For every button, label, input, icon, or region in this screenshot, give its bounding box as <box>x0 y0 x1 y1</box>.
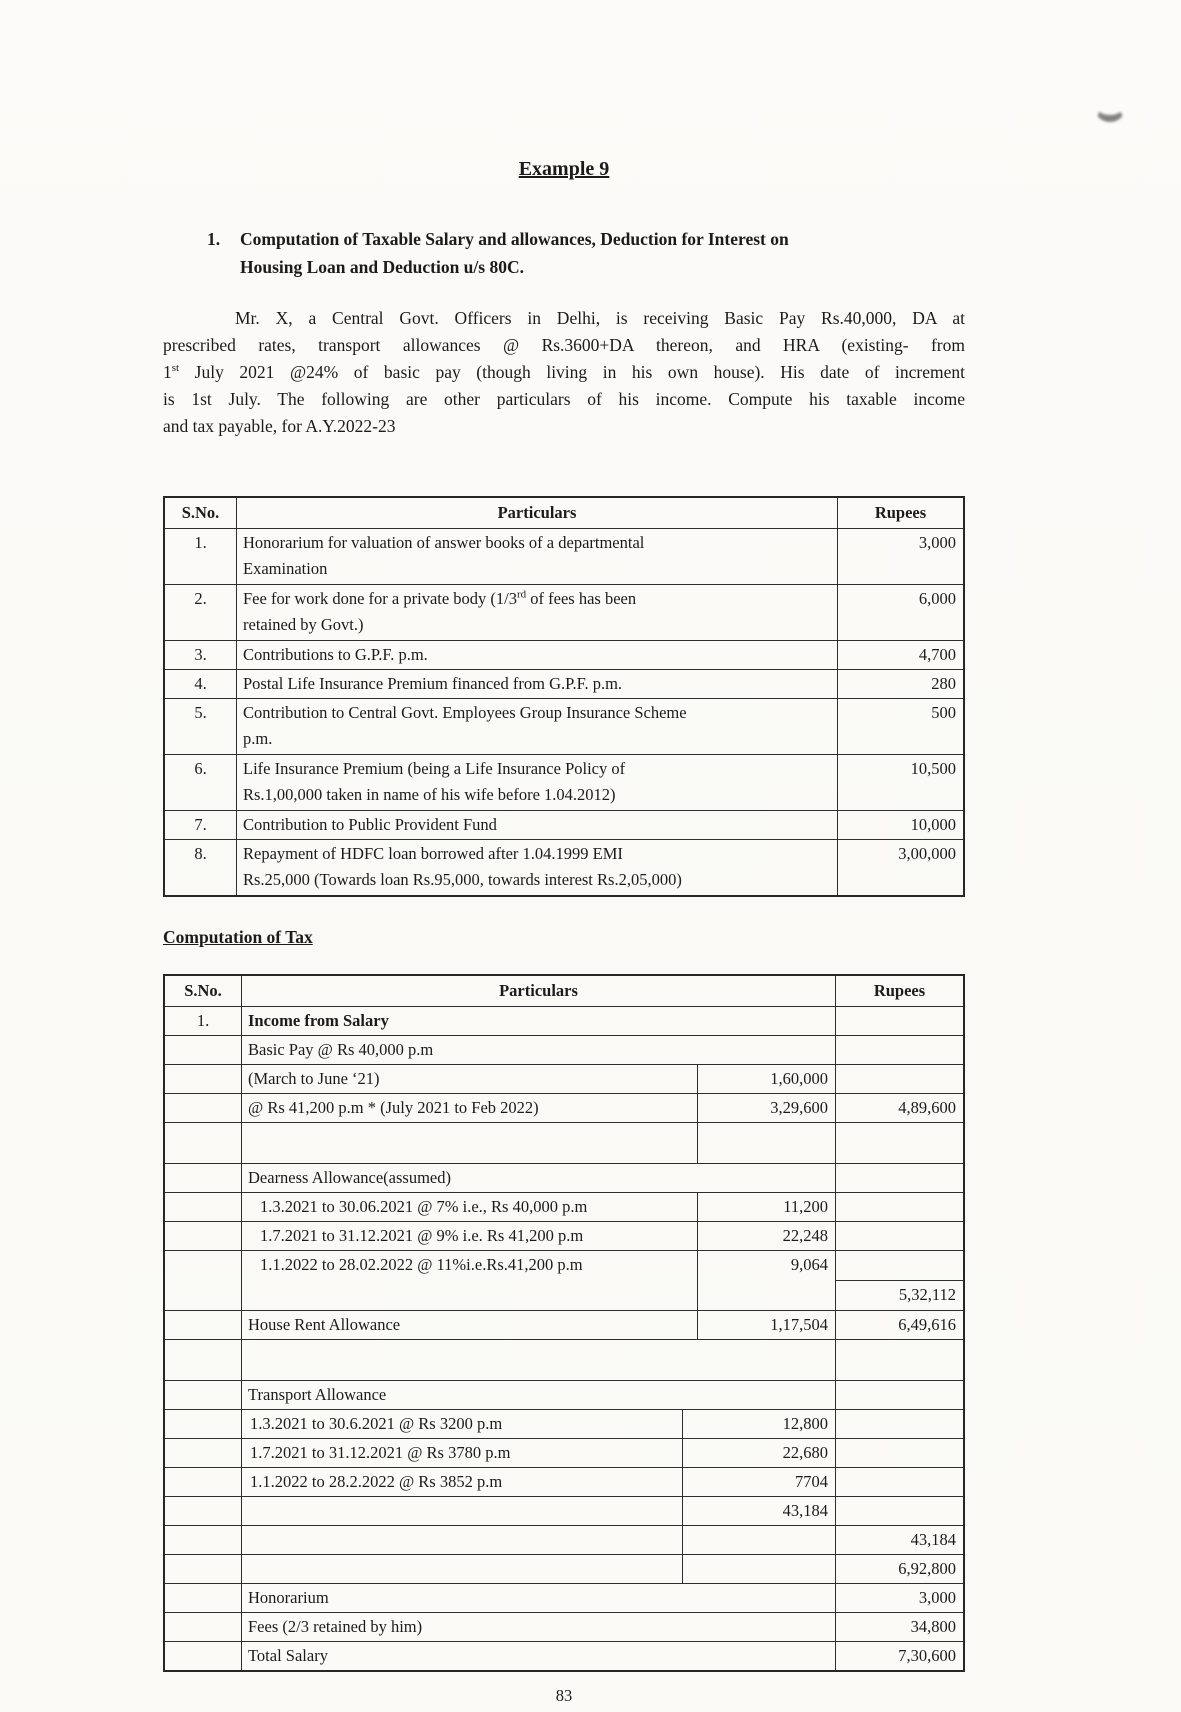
rupees-cell: 10,000 <box>910 815 956 834</box>
rupees-cell: 500 <box>931 703 956 722</box>
table-row <box>165 585 963 641</box>
amount-cell: 9,064 <box>698 1251 836 1310</box>
particulars-line: retained by Govt.) <box>243 615 364 634</box>
spacer-row <box>165 1340 963 1381</box>
table-row <box>165 1439 963 1468</box>
paragraph-line: prescribed rates, transport allowances @ Rs.3600+DA thereon, and HRA (existing- from <box>163 335 965 355</box>
particulars-cell: 1.1.2022 to 28.02.2022 @ 11%i.e.Rs.41,200 p.m <box>242 1251 698 1310</box>
particulars-text: of fees has been <box>526 589 637 608</box>
rupees-cell <box>836 1164 963 1192</box>
header-sno: S.No. <box>165 976 242 1006</box>
sno-cell: 1. <box>165 529 237 584</box>
table-row <box>165 1584 963 1613</box>
superscript-rd: rd <box>517 588 527 601</box>
sno-cell <box>165 1164 242 1192</box>
superscript-st: st <box>171 362 180 375</box>
table-row <box>165 1036 963 1065</box>
particulars-line: Honorarium for valuation of answer books of a departmental <box>243 533 645 552</box>
particulars-line: Rs.25,000 (Towards loan Rs.95,000, towards interest Rs.2,05,000) <box>243 870 682 889</box>
sno-cell <box>165 1526 242 1554</box>
amount-cell: 43,184 <box>683 1497 836 1525</box>
rupees-cell <box>836 1036 963 1064</box>
sno-cell <box>165 1340 242 1380</box>
rupees-cell: 3,00,000 <box>898 844 956 863</box>
particulars-cell <box>242 1340 836 1380</box>
amount-cell: 1,60,000 <box>698 1065 836 1093</box>
particulars-line: Repayment of HDFC loan borrowed after 1.04.1999 EMI <box>243 844 623 863</box>
table-row <box>165 1251 963 1311</box>
rupees-cell <box>836 1123 963 1163</box>
amount-cell: 12,800 <box>683 1410 836 1438</box>
table-row <box>165 1193 963 1222</box>
particulars-cell: Dearness Allowance(assumed) <box>242 1164 836 1192</box>
scanner-smudge-mark <box>1095 95 1125 122</box>
table-row <box>165 755 963 811</box>
particulars-line: Life Insurance Premium (being a Life Insurance Policy of <box>243 759 626 778</box>
sno-cell <box>165 1468 242 1496</box>
rupees-cell <box>836 1251 963 1310</box>
income-particulars-table <box>163 496 965 897</box>
amount-cell: 22,248 <box>698 1222 836 1250</box>
rupees-cell: 4,89,600 <box>898 1098 956 1117</box>
rupees-cell <box>836 1410 963 1438</box>
table-row <box>165 840 963 895</box>
rupees-cell: 43,184 <box>910 1530 956 1549</box>
table-row <box>165 1642 963 1670</box>
particulars-cell: Contribution to Public Provident Fund <box>237 811 838 839</box>
table-row <box>165 1381 963 1410</box>
rupees-cell <box>836 1468 963 1496</box>
rupees-cell: 3,000 <box>918 1588 956 1607</box>
particulars-cell <box>242 1526 683 1554</box>
particulars-cell: 1.3.2021 to 30.06.2021 @ 7% i.e., Rs 40,000 p.m <box>242 1193 698 1221</box>
particulars-cell <box>242 1555 683 1583</box>
rupees-cell: 10,500 <box>910 759 956 778</box>
header-particulars: Particulars <box>242 976 836 1006</box>
sno-cell <box>165 1381 242 1409</box>
sno-cell: 7. <box>165 811 237 839</box>
section-heading-line2: Housing Loan and Deduction u/s 80C. <box>240 257 524 277</box>
particulars-line: Contribution to Central Govt. Employees Group Insurance Scheme <box>243 703 687 722</box>
table-row <box>165 699 963 755</box>
paragraph-text: 1 <box>163 362 172 382</box>
sno-cell <box>165 1584 242 1612</box>
particulars-cell: Fees (2/3 retained by him) <box>242 1613 836 1641</box>
rupees-cell: 34,800 <box>910 1617 956 1636</box>
particulars-cell <box>237 585 838 640</box>
table-row <box>165 1468 963 1497</box>
table-row <box>165 1094 963 1123</box>
table-row <box>165 1065 963 1094</box>
rupees-cell: 280 <box>931 674 956 693</box>
table-header-row <box>165 976 963 1007</box>
sno-cell <box>165 1642 242 1670</box>
particulars-cell: 1.7.2021 to 31.12.2021 @ Rs 3780 p.m <box>242 1439 683 1467</box>
particulars-line <box>243 586 831 612</box>
particulars-line: Rs.1,00,000 taken in name of his wife before 1.04.2012) <box>243 785 616 804</box>
rupees-cell: 7,30,600 <box>898 1646 956 1665</box>
particulars-line: Examination <box>243 559 328 578</box>
particulars-cell <box>237 699 838 754</box>
particulars-cell: Honorarium <box>242 1584 836 1612</box>
sno-cell <box>165 1613 242 1641</box>
table-row <box>165 1311 963 1340</box>
sno-cell: 4. <box>165 670 237 698</box>
particulars-cell: Basic Pay @ Rs 40,000 p.m <box>242 1036 836 1064</box>
section-heading <box>163 225 965 281</box>
table-row <box>165 670 963 699</box>
rupees-cell: 4,700 <box>918 645 956 664</box>
amount-cell: 7704 <box>683 1468 836 1496</box>
table-row <box>165 1007 963 1036</box>
section-heading-text <box>240 225 789 281</box>
particulars-cell: @ Rs 41,200 p.m * (July 2021 to Feb 2022) <box>242 1094 698 1122</box>
page-title-text: Example 9 <box>518 158 610 180</box>
sno-cell: 2. <box>165 585 237 640</box>
intro-paragraph <box>163 305 965 440</box>
sno-cell <box>165 1311 242 1339</box>
rupees-cell: 6,92,800 <box>898 1559 956 1578</box>
table-header-row <box>165 498 963 529</box>
amount-cell <box>683 1555 836 1583</box>
rupees-cell <box>836 1222 963 1250</box>
sno-cell <box>165 1555 242 1583</box>
table-row <box>165 1555 963 1584</box>
paragraph-line: and tax payable, for A.Y.2022-23 <box>163 416 396 436</box>
document-page <box>163 0 965 1706</box>
tax-computation-table <box>163 974 965 1672</box>
table-row <box>165 641 963 670</box>
sno-cell <box>165 1439 242 1467</box>
header-rupees: Rupees <box>873 981 926 1000</box>
amount-cell: 11,200 <box>698 1193 836 1221</box>
particulars-cell: Total Salary <box>242 1642 836 1670</box>
amount-cell: 22,680 <box>683 1439 836 1467</box>
particulars-cell: Transport Allowance <box>242 1381 836 1409</box>
rupees-cell <box>836 1340 963 1380</box>
particulars-cell <box>237 529 838 584</box>
rupees-cell <box>836 1497 963 1525</box>
rupees-empty-half <box>836 1251 963 1280</box>
table-row <box>165 1410 963 1439</box>
table-row <box>165 1222 963 1251</box>
particulars-cell: Postal Life Insurance Premium financed from G.P.F. p.m. <box>237 670 838 698</box>
table-row <box>165 811 963 840</box>
rupees-cell <box>836 1065 963 1093</box>
amount-cell: 1,17,504 <box>698 1311 836 1339</box>
particulars-cell <box>237 840 838 895</box>
rupees-cell: 6,49,616 <box>898 1315 956 1334</box>
particulars-cell: (March to June ‘21) <box>242 1065 698 1093</box>
particulars-cell: 1.3.2021 to 30.6.2021 @ Rs 3200 p.m <box>242 1410 683 1438</box>
rupees-cell <box>836 1193 963 1221</box>
amount-cell: 3,29,600 <box>698 1094 836 1122</box>
paragraph-line: is 1st July. The following are other particulars of his income. Compute his taxable income <box>163 389 965 409</box>
particulars-cell: Income from Salary <box>242 1007 836 1035</box>
rupees-cell <box>836 1381 963 1409</box>
header-sno: S.No. <box>165 498 237 528</box>
sno-cell: 1. <box>165 1007 242 1035</box>
sno-cell <box>165 1094 242 1122</box>
paragraph-line <box>163 359 965 386</box>
page-title <box>163 0 965 181</box>
table-row <box>165 1526 963 1555</box>
sno-cell: 8. <box>165 840 237 895</box>
header-rupees: Rupees <box>874 503 927 522</box>
rupees-cell: 3,000 <box>918 533 956 552</box>
sno-cell <box>165 1036 242 1064</box>
sno-cell <box>165 1065 242 1093</box>
paragraph-line: Mr. X, a Central Govt. Officers in Delhi, is receiving Basic Pay Rs.40,000, DA at <box>235 308 965 328</box>
paragraph-text: July 2021 @24% of basic pay (though living in his own house). His date of increment <box>179 362 965 382</box>
section-heading-line1: Computation of Taxable Salary and allowances, Deduction for Interest on <box>240 229 789 249</box>
sno-cell <box>165 1193 242 1221</box>
sno-cell: 6. <box>165 755 237 810</box>
table-row <box>165 1164 963 1193</box>
sno-cell <box>165 1251 242 1310</box>
sno-cell: 3. <box>165 641 237 669</box>
spacer-row <box>165 1123 963 1164</box>
particulars-cell: House Rent Allowance <box>242 1311 698 1339</box>
computation-of-tax-heading: Computation of Tax <box>163 927 313 947</box>
particulars-cell <box>242 1123 698 1163</box>
table-row <box>165 1613 963 1642</box>
sno-cell <box>165 1123 242 1163</box>
particulars-text: Fee for work done for a private body (1/3 <box>243 589 517 608</box>
rupees-cell <box>836 1439 963 1467</box>
particulars-cell: Contributions to G.P.F. p.m. <box>237 641 838 669</box>
rupees-cell <box>836 1007 963 1035</box>
amount-cell <box>698 1123 836 1163</box>
section-heading-number: 1. <box>207 229 221 249</box>
sno-cell <box>165 1410 242 1438</box>
amount-cell <box>683 1526 836 1554</box>
particulars-line: p.m. <box>243 729 273 748</box>
rupees-cell: 6,000 <box>918 589 956 608</box>
particulars-cell: 1.1.2022 to 28.2.2022 @ Rs 3852 p.m <box>242 1468 683 1496</box>
header-particulars: Particulars <box>237 498 838 528</box>
sno-cell <box>165 1222 242 1250</box>
particulars-cell <box>242 1497 683 1525</box>
sno-cell <box>165 1497 242 1525</box>
table-row <box>165 1497 963 1526</box>
table-row <box>165 529 963 585</box>
rupees-subtotal: 5,32,112 <box>836 1280 963 1310</box>
sno-cell: 5. <box>165 699 237 754</box>
particulars-cell: 1.7.2021 to 31.12.2021 @ 9% i.e. Rs 41,200 p.m <box>242 1222 698 1250</box>
page-number: 83 <box>555 1686 573 1705</box>
particulars-cell <box>237 755 838 810</box>
